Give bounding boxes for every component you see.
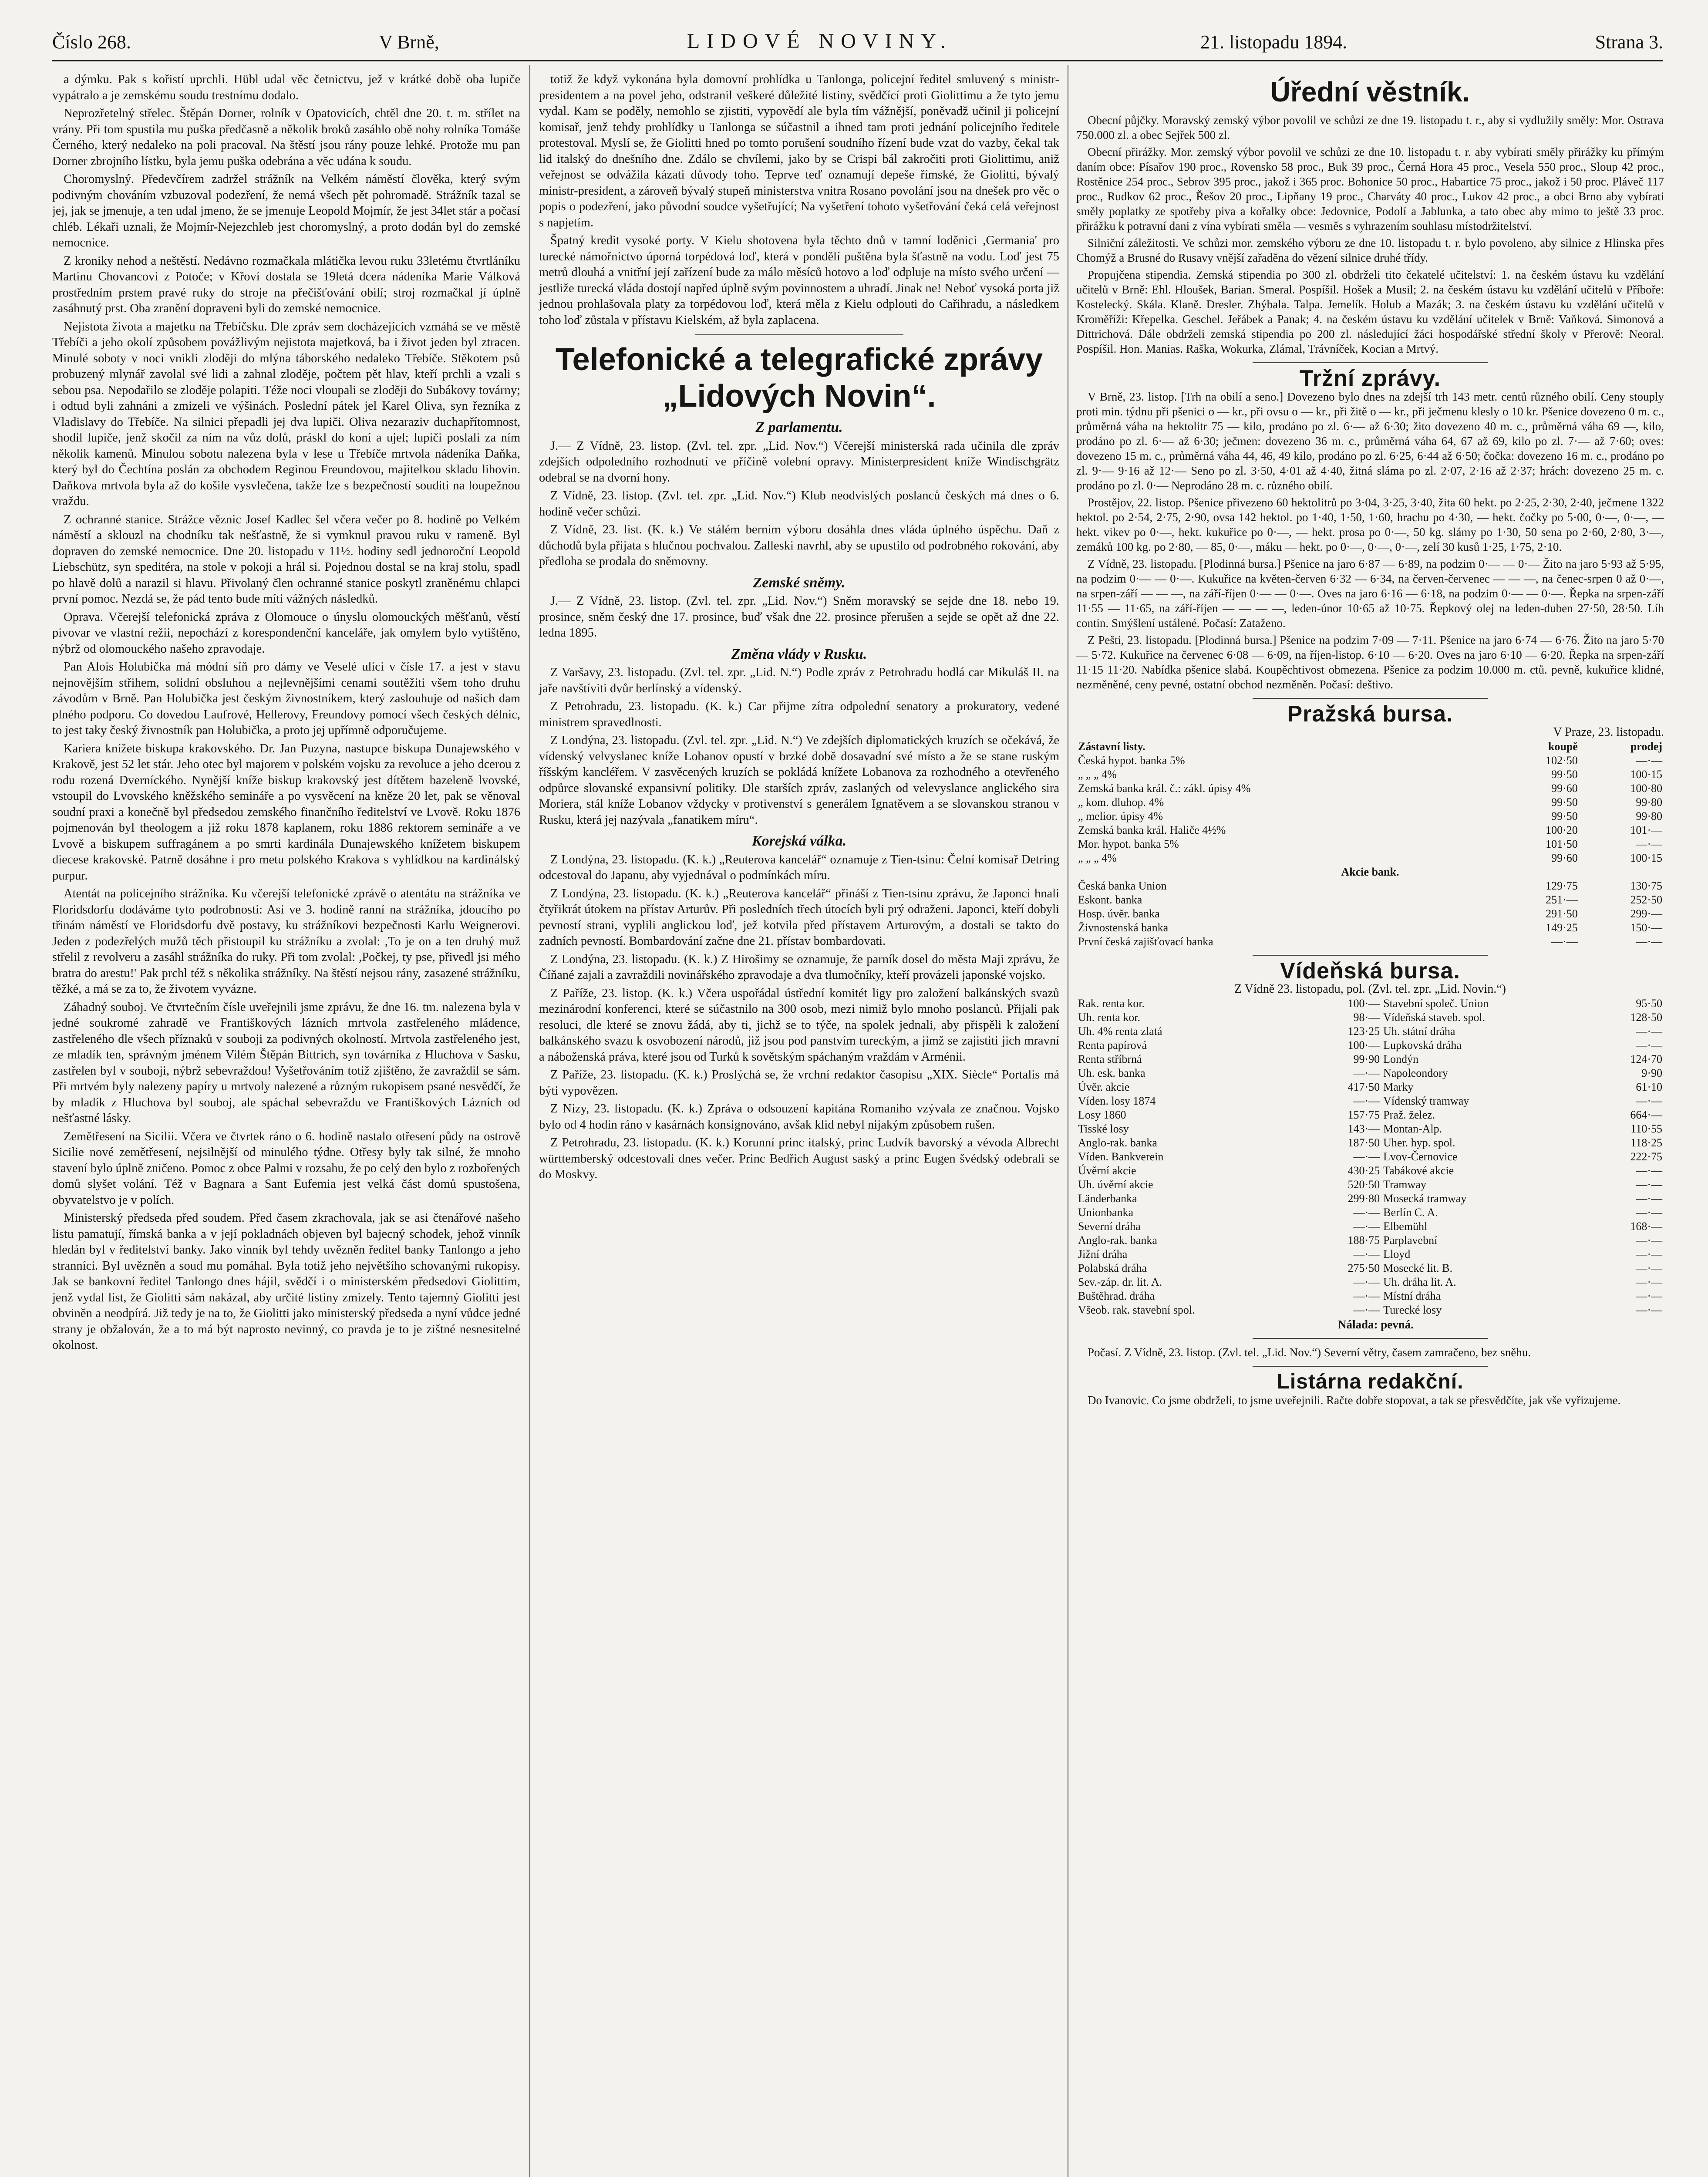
section-divider (695, 334, 903, 335)
price-value: —·— (1636, 1039, 1662, 1051)
price-value: 99·60 (1551, 782, 1578, 795)
price-value: 100·15 (1630, 768, 1662, 781)
city-line: V Brně, (379, 31, 439, 53)
price-value: 150·— (1630, 921, 1662, 934)
editorial-letters-title: Listárna redakční. (1277, 1370, 1464, 1393)
price-value: —·— (1636, 1262, 1662, 1274)
price-value: 99·50 (1551, 796, 1578, 809)
table-row (1076, 1024, 1664, 1038)
price-value: —·— (1636, 754, 1662, 767)
security-name: Napoleondory (1383, 1067, 1448, 1079)
article-paragraph: Z kroniky nehod a neštěstí. Nedávno rozmačkala mlátička levou ruku 33letému čtvrtláníku Martinu Chovancovi z Potoče; v Křoví dostala se 19letá dcera nádeníka Marie Válková prostředním prstem pravé ruky do stroje na přečišťování obilí; stroj rozmačkal jí úplně zasáhnutý prst. Oba zranění dopraveni byli do zemské nemocnice. (52, 254, 520, 315)
price-value: —·— (1636, 1178, 1662, 1191)
security-name: Stavební společ. Union (1383, 997, 1489, 1010)
price-value: —·— (1636, 1248, 1662, 1260)
table-row (1076, 837, 1664, 851)
security-name: Úvěrní akcie (1078, 1164, 1136, 1177)
security-name: Uh. 4% renta zlatá (1078, 1025, 1162, 1038)
price-value: 102·50 (1546, 754, 1578, 767)
price-value: —·— (1353, 1248, 1380, 1260)
security-name: Renta papírová (1078, 1039, 1147, 1051)
price-value: 252·50 (1630, 893, 1662, 906)
price-value: —·— (1353, 1095, 1380, 1107)
security-name: Mor. hypot. banka 5% (1078, 838, 1179, 850)
vienna-bourse-date: Z Vídně 23. listopadu, pol. (Zvl. tel. zpr. „Lid. Novin.“) (1234, 982, 1506, 996)
news-item: Z Paříže, 23. listop. (K. k.) Včera uspořádal ústřední komitét ligy pro založení balkánských svazů mezinárodní konferenci, které se súčastnilo na 300 osob, mezi nimiž bylo mnoho poslanců. Přijali pak resoluci, dle které se znovu žádá, aby ti, jichž se to týče, na spolek jednali, aby přispěli k založení balkánského svazu k osvobození národů, již jsou pod panstvím tureckým, a jimž se zajistiti jich mravní a náboženská práva, které jsou od Turků k sovětským spáchaným vraždám v Arménii. (539, 986, 1059, 1064)
table-row (1076, 921, 1664, 935)
news-item: Z Nizy, 23. listopadu. (K. k.) Zpráva o odsouzení kapitána Romaniho vzývala ze značnou. Vojsko bylo od 4 hodin ráno v kasárnách konsignováno, avšak klid nebyl nijakým způsobem rušen. (539, 1102, 1059, 1132)
subsection-title: Z parlamentu. (755, 419, 843, 435)
security-name: Londýn (1383, 1053, 1418, 1065)
price-value: 99·50 (1551, 768, 1578, 781)
price-value: 9·90 (1641, 1067, 1662, 1079)
price-value: 100·20 (1546, 824, 1578, 836)
security-name: Uher. hyp. spol. (1383, 1136, 1455, 1149)
table-row (1076, 1289, 1664, 1303)
security-name: Renta stříbrná (1078, 1053, 1142, 1065)
security-name: Místní dráha (1383, 1290, 1441, 1302)
header-rule (52, 60, 1663, 61)
price-value: 110·55 (1631, 1122, 1662, 1135)
price-value: —·— (1636, 1095, 1662, 1107)
masthead: LIDOVÉ NOVINY. (687, 30, 953, 53)
table-header-row (1076, 740, 1664, 754)
price-value: 95·50 (1636, 997, 1662, 1010)
article-paragraph: Zemětřesení na Sicilii. Včera ve čtvrtek ráno o 6. hodině nastalo otřesení půdy na ostrově Sicilie nové zemětřesení, nejsilnější od minulého týdne. Otřesy byly tak silné, že mnoho stavení bylo úplně zničeno. Pomoc z obce Palmi v rozsahu, že po celý den bylo z rozbořených domů slyšet volání. Též v Bagnara a Sant Eufemia jest velká část domů spustošena, obyvatelstvo je v polích. (52, 1129, 520, 1207)
security-name: „ „ „ 4% (1078, 852, 1117, 864)
security-name: Úvěr. akcie (1078, 1081, 1130, 1093)
security-name: Anglo-rak. banka (1078, 1136, 1157, 1149)
article-paragraph: Atentát na policejního strážníka. Ku včerejší telefonické zprávě o atentátu na strážníka ve Floridsdorfu dodáváme tyto podrobnosti: Asi ve 3. hodině ranní na strážníka, jdoucího po třinám náměstí ve Floridsdorfu dvě postavy, ku strážníkovi bezpečnosti Karlu Weignerovi. Jeden z podezřelých mužů těch přistoupil ku strážníku a zvolal: ,To je on a ten druhý muž střelil z revolveru a zasáhl strážníka do ruky. Při tom zvolal: ,Počkej, ty pse, přivedl jsi mého bratra do arestu!' Pak prchl též s několika strážníky. Na štěstí nejsou rány, zasazené strážníku, těžké, a má se za to, že životem vyvázne. (52, 887, 520, 996)
security-name: Vídenský tramway (1383, 1095, 1469, 1107)
table-row (1076, 1094, 1664, 1108)
security-name: První česká zajišťovací banka (1078, 935, 1213, 948)
price-value: 99·90 (1353, 1053, 1380, 1065)
price-value: 99·80 (1636, 810, 1662, 822)
price-value: 417·50 (1348, 1081, 1380, 1093)
news-item: J.— Z Vídně, 23. listop. (Zvl. tel. zpr. „Lid. Nov.“) Včerejší ministerská rada učinila dle zpráv zdejších odpoledního rozhodnutí ve příčině volební opravy. Ministerpresident kníže Windischgrätz odebral se na dvorní hony. (539, 439, 1059, 485)
prague-bourse-table (1076, 740, 1664, 949)
security-name: Zemská banka král. Haliče 4½% (1078, 824, 1226, 836)
table-row (1076, 1261, 1664, 1275)
price-value: —·— (1636, 935, 1662, 948)
price-value: 99·80 (1636, 796, 1662, 809)
table-row (1076, 1136, 1664, 1150)
table-row (1076, 1150, 1664, 1164)
price-value: 149·25 (1546, 921, 1578, 934)
price-value: 100·— (1348, 997, 1380, 1010)
vestnik-title: Úřední věstník. (1270, 76, 1470, 108)
news-item: Z Petrohradu, 23. listopadu. (K. k.) Korunní princ italský, princ Ludvík bavorský a vévoda Albrecht württemberský odcestovali dnes večer. Princ Bedřich August saský a princ Eugen švédský odebrali se do Moskvy. (539, 1136, 1059, 1181)
price-value: —·— (1636, 1304, 1662, 1316)
security-name: Česká hypot. banka 5% (1078, 754, 1185, 767)
price-value: 291·50 (1546, 907, 1578, 920)
notice-item: Obecní půjčky. Moravský zemský výbor povolil ve schůzi ze dne 19. listopadu t. r., aby si vydlužily směly: Mor. Ostrava 750.000 zl. a obec Sejřek 500 zl. (1076, 114, 1664, 142)
issue-number: Číslo 268. (52, 31, 131, 53)
table-row (1076, 768, 1664, 782)
price-value: —·— (1551, 935, 1578, 948)
table-row (1076, 1303, 1664, 1317)
security-name: Elbemühl (1383, 1220, 1428, 1233)
mood-line: Nálada: pevná. (1337, 1318, 1414, 1331)
market-item: Z Pešti, 23. listopadu. [Plodinná bursa.] Pšenice na podzim 7·09 — 7·11. Pšenice na jaro 6·74 — 6·76. Žito na jaro 5·70 — 5·72. Kukuřice na červenec 6·08 — 6·09, na říjen-listop. 6·10 — 6·20. Oves na jaro 6·10 — 6·20. Řepka na srpen-září 11·15 11·20. Nabídka pšenice slabá. Koupěchtivost obmezena. Pšenice za podzim 10.000 m. ctů. pevně, kukuřice klidné, nezměněné, ceny pevné, ostatní obchod nezměněn. Počasí: deštivo. (1076, 634, 1664, 691)
table-row (1076, 1164, 1664, 1178)
column-rule-1 (529, 65, 530, 2177)
security-name: Unionbanka (1078, 1206, 1134, 1219)
price-value: 98·— (1353, 1011, 1380, 1024)
article-paragraph: Z ochranné stanice. Strážce věznic Josef Kadlec šel včera večer po 8. hodině po Velkém náměstí a sklouzl na chodníku tak nešťastně, že si vymknul pravou ruku v rameně. Byl dopraven do zemské nemocnice. Dne 20. listopadu v 11½. hodiny sedl jednoroční Leopold Liebschütz, syn speditéra, na stole v pokoji a hrál si. Pojednou dostal se na kraj stolu, spadl po hlavě dolů a narazil si hlavu. Přivolaný člen ochranné stanice poskytl zraněnému chlapci první pomoc. Nezdá se, že pád tento bude míti vážných následků. (52, 512, 520, 606)
news-item: Z Paříže, 23. listopadu. (K. k.) Proslýchá se, že vrchní redaktor časopisu „XIX. Siècle“ Portalis má býti vypovězen. (539, 1068, 1059, 1098)
article-paragraph: totiž že když vykonána byla domovní prohlídka u Tanlonga, policejní ředitel smluvený s ministr-presidentem a na povel jeho, odstranil veškeré důležité listiny, svědčící proti Giolittimu a že tyto jemu vydal. Kam se poděly, nemohlo se zjistiti, vypovědí ale byla tím vážnější, poněvadž učinil ji policejní komisař, jenž tehdy prohlídky u Tanlonga se súčastnil a ihned tam proti jednání policejního ředitele protestoval. Myslí se, že Giolitti hned po tomto porušení soudního řízení bude vzat do vazby, čekal tak lid italský do dnešního dne. Zdálo se chvílemi, jako by se Crispi bál zakročiti proti Giolittimu, aniž veřejnost se odvážila kázati důvody toho. Teprve teď oznamují depeše římské, že Giolitti, bývalý ministr-president, a zároveň bývalý stupeň ministerstva vnitra Rosano povolání jsou na dnešek pro věc o popis o podezření, jako původní soudce vyšetřující; Na vyšetření tohoto vyšetřování čeká celá veřejnost s napjetím. (539, 73, 1059, 229)
section-divider (1253, 698, 1488, 699)
column-header: prodej (1630, 740, 1662, 753)
table-row (1076, 893, 1664, 907)
security-name: Sev.-záp. dr. lit. A. (1078, 1276, 1162, 1288)
column-left (52, 72, 520, 1356)
issue-date: 21. listopadu 1894. (1200, 31, 1348, 53)
table-row (1076, 795, 1664, 809)
market-title: Tržní zprávy. (1299, 366, 1441, 391)
price-value: —·— (1353, 1220, 1380, 1233)
security-name: Buštěhrad. dráha (1078, 1290, 1155, 1302)
table-row (1076, 1178, 1664, 1192)
security-name: Polabská dráha (1078, 1262, 1147, 1274)
price-value: 187·50 (1348, 1136, 1380, 1149)
table-row (1076, 879, 1664, 893)
price-value: 118·25 (1631, 1136, 1662, 1149)
price-value: 299·80 (1348, 1192, 1380, 1205)
subsection-title: Korejská válka. (751, 833, 847, 849)
security-name: Parplavební (1383, 1234, 1438, 1247)
price-value: —·— (1636, 1206, 1662, 1219)
price-value: —·— (1353, 1276, 1380, 1288)
news-item: Z Vídně, 23. listop. (Zvl. tel. zpr. „Lid. Nov.“) Klub neodvislých poslanců českých má dnes o 6. hodině večer schůzi. (539, 489, 1059, 519)
price-value: 251·— (1546, 893, 1578, 906)
table-row (1076, 1011, 1664, 1024)
news-item: Z Varšavy, 23. listopadu. (Zvl. tel. zpr. „Lid. N.“) Podle zpráv z Petrohradu hodlá car Mikuláš II. na jaře navštíviti dvůr berlínský a vídenský. (539, 666, 1059, 695)
security-name: Všeob. rak. stavební spol. (1078, 1304, 1195, 1316)
table-row (1076, 1247, 1664, 1261)
security-name: Turecké losy (1383, 1304, 1442, 1316)
security-name: Tabákové akcie (1383, 1164, 1454, 1177)
page-header (52, 23, 1663, 53)
security-name: Tisské losy (1078, 1122, 1129, 1135)
section-divider (1253, 1366, 1488, 1367)
security-name: Marky (1383, 1081, 1414, 1093)
security-name: Česká banka Union (1078, 880, 1167, 892)
telegraph-section-title: Telefonické a telegrafické zprávy „Lidových Novin“. (555, 342, 1043, 414)
weather-line: Počasí. Z Vídně, 23. listop. (Zvl. tel. „Lid. Nov.“) Severní větry, časem zamračeno, bez sněhu. (1088, 1346, 1531, 1359)
price-value: 143·— (1348, 1122, 1380, 1135)
news-item: Z Londýna, 23. listopadu. (K. k.) „Reuterova kancelář“ oznamuje z Tien-tsinu: Čelní komisař Detring odcestoval do Japanu, aby vyjednával o podmínkách míru. (539, 853, 1059, 882)
table-row (1076, 851, 1664, 865)
news-item: Z Londýna, 23. listopadu. (Zvl. tel. zpr. „Lid. N.“) Ve zdejších diplomatických kruzích se očekává, že vídenský velvyslanec kníže Lobanov opustí v brzké době dosavadní své místo a že se stane ruským říšským kancléřem. V zasvěcených kruzích se pokládá knížete Lobanova za rozhodného a otevřeného odpůrce slovanské expansivní politiky. Dle starších zpráv, zaslaných od velevyslance anglického sira Moriera, stál kníže Lobanov vždycky v protivenství s generálem Ignatěvem a se slovanskou stranou v Rusku, která jej nazývala „fanatikem míru“. (539, 734, 1059, 827)
price-value: 168·— (1630, 1220, 1662, 1233)
security-name: Uh. státní dráha (1383, 1025, 1455, 1038)
page-number: Strana 3. (1595, 31, 1663, 53)
price-value: 275·50 (1348, 1262, 1380, 1274)
price-value: —·— (1353, 1150, 1380, 1163)
table-row (1076, 997, 1664, 1011)
security-name: Praž. želez. (1383, 1109, 1435, 1121)
notice-item: Silniční záležitosti. Ve schůzi mor. zemského výboru ze dne 10. listopadu t. r. bylo povoleno, aby silnice z Hlinska přes Chomýž a Brusné do Rusavy vnější zařaděna do vězení silnice druhé třídy. (1076, 236, 1664, 264)
price-value: 101·50 (1546, 838, 1578, 850)
table-row (1076, 1220, 1664, 1233)
article-paragraph: Ministerský předseda před soudem. Před časem zkrachovala, jak se asi čtenářové našeho listu pamatují, římská banka a v její pokladnách objeven byl bajecný schodek, jehož vinník hledán byl v ředitelství banky. Jako vinník byl tehdy uvězněn ředitel banky Tanlongo a jeho stranníci. Byl uvězněn a soud mu pomáhal. Byla totiž jeho největšího schovanými rukopisy. Jak se bankovní ředitel Tanlongo dnes hájil, svědčí i o ministerském předsedovi Giolittim, jenž vydal list, že Giolitti sám nakázal, aby určité listiny zmizely. Tento tajemný Giolitti jest obviněn a neodpírá. Již tedy je na to, že Giolitti jako ministerský předseda a nyní vůdce jedné strany je obžalován, že a to má být naprosto nevinný, co pravda je to je zištné nesnesitelné okolnost. (52, 1211, 520, 1352)
security-name: Eskont. banka (1078, 893, 1142, 906)
article-paragraph: Oprava. Včerejší telefonická zpráva z Olomouce o únyslu olomouckých měšťanů, věstí pivovar ve vlastní režii, nepochází z korespondenční kanceláře, jak omylem bylo vytištěno, nýbrž od olomouckého našeho zpravodaje. (52, 610, 520, 656)
security-name: Lloyd (1383, 1248, 1411, 1260)
price-value: 100·15 (1630, 852, 1662, 864)
article-paragraph: Neprozřetelný střelec. Štěpán Dorner, rolník v Opatovicích, chtěl dne 20. t. m. střílet na vrány. Při tom spustila mu puška předčasně a několik broků zasáhlo obě nohy rolníka Tomáše Černého, který nedaleko na poli pracoval. Na štěstí jsou rány pouze lehké. Protože mu pan Dorner zbrojního lístku, byla jemu puška odebrána a věc udána k soudu. (52, 107, 520, 168)
vienna-bourse-title: Vídeňská bursa. (1280, 958, 1460, 984)
section-divider (1253, 1338, 1488, 1339)
subsection-title: Změna vlády v Rusku. (731, 646, 867, 662)
price-value: 222·75 (1630, 1150, 1662, 1163)
price-value: 100·— (1348, 1039, 1380, 1051)
price-value: —·— (1636, 838, 1662, 850)
price-value: 299·— (1630, 907, 1662, 920)
security-name: Víden. losy 1874 (1078, 1095, 1156, 1107)
news-item: Z Londýna, 23. listopadu. (K. k.) „Reuterova kancelář“ přináší z Tien-tsinu zprávu, že Japonci hnali čtyřikrát útokem na přístav Arturův. Při posledních třech útocích byli prý odraženi. Japonci, kteří dobyli pevností strani, vyplili anglickou loď, jež kotvila před přístavem Arturovým, a dostali se takto do zadních pevností. Bombardování začne dne 21. přístav bombardovati. (539, 886, 1059, 948)
price-value: 664·— (1630, 1109, 1662, 1121)
security-name: Hosp. úvěr. banka (1078, 907, 1160, 920)
news-item: Z Petrohradu, 23. listopadu. (K. k.) Car přijme zítra odpolední senatory a prokuratory, vedené ministrem spravedlnosti. (539, 700, 1059, 729)
price-value: —·— (1636, 1234, 1662, 1247)
price-value: 130·75 (1630, 880, 1662, 892)
price-value: 520·50 (1348, 1178, 1380, 1191)
security-name: „ kom. dluhop. 4% (1078, 796, 1164, 809)
column-middle (539, 72, 1059, 1185)
table-row (1076, 1192, 1664, 1206)
security-name: Montan-Alp. (1383, 1122, 1442, 1135)
security-name: Lupkovská dráha (1383, 1039, 1462, 1051)
security-name: Uh. dráha lit. A. (1383, 1276, 1456, 1288)
security-name: Anglo-rak. banka (1078, 1234, 1157, 1247)
news-item: Z Londýna, 23. listopadu. (K. k.) Z Hirošimy se oznamuje, že parník dosel do města Maji zprávu, že Číňané zajali a zavraždili novinářského zpravodaje a dva tlumočníky, kteří provázeli japonské vojsko. (539, 952, 1059, 982)
table-row (1076, 907, 1664, 921)
security-name: Vídeňská staveb. spol. (1383, 1011, 1486, 1024)
market-item: Z Vídně, 23. listopadu. [Plodinná bursa.] Pšenice na jaro 6·87 — 6·89, na podzim 0·— — 0·— Žito na jaro 5·93 až 5·95, na podzim 0·— — 0·—. Kukuřice na květen-červen 6·32 — 6·34, na červen-červenec — — —, na čenec-srpen 0 až 0·—, na srpen-září — — —, na září-říjen 0·— — 0·—. Oves na jaro 6·16 — 6·18, na podzim 0·— — 0·—. Řepka na srpen-září 11·55 — 11·65, na září-říjen — — — —, leden-únor 10·65 až 10·75. Řepkový olej na leden-duben 27·50, 28·50. Líh contin. Smýšlení ustálené. Počasí: Zataženo. (1076, 557, 1664, 630)
security-name: Mosecké lit. B. (1383, 1262, 1452, 1274)
article-paragraph: Záhadný souboj. Ve čtvrtečním čísle uveřejnili jsme zprávu, že dne 16. tm. nalezena byla v jedné soukromé zahradě ve Františkových lázních mrtvola zastřeleného mládence, zastřeleného dle všech příznaků v souboji za podivných okolností. Mrtvola zastřeleného jest, ze mladík ten, správným jménem Vilém Štěpán Bittrich, syn továrníka z Hluchova v Sasku, zastřelen byl v souboji, nýbrž sebevraždou! Vyšetřováním totiž zjištěno, že zavraždil se sám. Při mrtvém byly nalezeny papíry u mrtvoly nalezené a různým rukopisem psané nesvědčí, že by mladík z Hluchova byl souboj, ale spáchal sebevraždu ve Františkových Lázních od nešťastné lásky. (52, 1000, 520, 1125)
price-value: —·— (1353, 1290, 1380, 1302)
section-divider (1253, 362, 1488, 363)
news-item: J.— Z Vídně, 23. listop. (Zvl. tel. zpr. „Lid. Nov.“) Sněm moravský se sejde dne 18. nebo 19. prosince, sněm český dne 17. prosince, buď však dne 22. prosince přerušen a sejde se opět až dne 22. ledna 1895. (539, 594, 1059, 640)
price-value: 99·60 (1551, 852, 1578, 864)
market-item: V Brně, 23. listop. [Trh na obilí a seno.] Dovezeno bylo dnes na zdejší trh 143 metr. centů různého obilí. Ceny stouply proti min. týdnu při pšenici o — kr., při ovsu o — kr., při žitě o — kr., při ječmenu klesly o 10 kr. Pšenice dovezeno 0 m. c., průměrná váha na hektolitr 75 — kilo, prodáno po zl. 6·— až 6·30; žito dovezeno 40 m. c., průměrná váha 69 —, kilo, prodáno po zl. 6·— až 6·30; ječmen: dovezeno 36 m. c., průměrná váha 64, 67 až 69, kilo po zl. 7·— až 7·60; oves: dovezeno 15 m. c., průměrná váha 44, 46, 49 kilo, prodáno po zl. 6·25, 6·44 až 6·50; čočka: dovezeno 16 m. c., prodáno po zl. 9·— 9·16 až 12·— Seno po zl. 3·50, 4·01 až 4·40, žitná sláma po zl. 2·07, 2·16 až 2·37; hrách: dovezeno 25 m. c. prodáno po zl. 0·— Neprodáno 28 m. c. různého obilí. (1076, 390, 1664, 492)
security-name: Severní dráha (1078, 1220, 1141, 1233)
table-row (1076, 1038, 1664, 1052)
table-row (1076, 1275, 1664, 1289)
table-row (1076, 809, 1664, 823)
security-name: Losy 1860 (1078, 1109, 1126, 1121)
vienna-bourse-table (1076, 997, 1664, 1317)
price-value: 128·50 (1630, 1011, 1662, 1024)
article-paragraph: Kariera knížete biskupa krakovského. Dr. Jan Puzyna, nastupce biskupa Dunajewského v Krakově, jest 52 let stár. Jeho otec byl majorem v polském vojsku za revoluce a jeho dcerou z rodu rozená Dverníckého. Nynější kníže biskup krakovský jest dítětem bazeleně lvovské, vstoupil do Lvovského kněžského semináře a po vysvěcení na kněze 20 let, pak se věnoval soudní praxi a konečně byl předsedou zemského finančního ředitelství ve Lvově. Roku 1876 pojmenován byl theologem a již roku 1878 kaplanem, roku 1886 rektorem semináře a ve Lvově a biskupem suffragánem a po smrti kardinála Dunajewského knížetem biskupem diecese krakovské. Patrně dosáhne i pro metu polského Krakova s vyhlídkou na kardinálský purpur. (52, 741, 520, 883)
security-name: Lvov-Černovice (1383, 1150, 1458, 1163)
editorial-letter: Do Ivanovic. Co jsme obdrželi, to jsme uveřejnili. Račte dobře stopovat, a tak se přesvědčíte, jak vše vyřizujeme. (1088, 1394, 1621, 1407)
subsection-title: Zemské sněmy. (753, 574, 846, 591)
table-row (1076, 1080, 1664, 1094)
price-value: —·— (1353, 1206, 1380, 1219)
table-row (1076, 935, 1664, 949)
security-name: Uh. esk. banka (1078, 1067, 1145, 1079)
news-item: Z Vídně, 23. list. (K. k.) Ve stálém bernim výboru dosáhla dnes vláda úplného úspěchu. Daň z důchodů byla přijata s hlučnou pochvalou. Zalleski navrhl, aby se upustilo od podrobného rokování, aby předloha se prodala do sněmovny. (539, 523, 1059, 568)
notice-item: Obecní přirážky. Mor. zemský výbor povolil ve schůzi ze dne 10. listopadu t. r. aby vybírati směly přirážky ku přímým daním obce: Písařov 190 proc., Rovensko 58 proc., Buk 39 proc., Černá Hora 45 proc., Vesela 550 proc., Sloup 42 proc., Rostěnice 254 proc., Sebrov 395 proc., jakož i 365 proc. Bohonice 50 proc., Habartice 75 proc., jakož i 50 proc. Pláveč 117 proc., Rudkov 62 proc., Řešov 20 proc., Lipňany 19 proc., Charváty 40 proc., Lukov 42 proc., a obci Brno aby vybírati směly poplatky ze spotřeby piva a kořalky obce: Jedovnice, Podolí a Jablunka, a tato obec aby mimo to ještě 33 proc. přirážku k potravní dani z vína vybírati směla — vesměs s vyhrazením souhlasu místodržitelství. (1076, 145, 1664, 233)
price-value: 99·50 (1551, 810, 1578, 822)
notice-item: Propujčena stipendia. Zemská stipendia po 300 zl. obdrželi tito čekatelé učitelství: 1. na českém ústavu ku vzdělání učitelů v Brně: Ehl. Hloušek, Barian. Smeral. Pospíšil. Hošek a Musil; 2. na českém ústavu ku vzdělání učitelů v Příboře: Kostelecký. Skála. Klaně. Dresler. Zhýbala. Talpa. Jemelík. Holub a Mazák; 3. na českém ústavu ku vzdělání učitelů v Kroměříži: Křepelka. Geschel. Jeřábek a Panak; 4. na českém ústavu ku vzdělání učitelek v Brně: Vaňková. Simonová a Dittrichová. Dále obdrželi zemská stipendia po 200 zl. následující žáci hospodářské střední školy v Přerově: Neoral. Pospíšil. Hon. Manias. Raška, Wokurka, Zlámal, Trávníček, Kocian a Mrtvý. (1076, 268, 1664, 355)
security-name: Živnostenská banka (1078, 921, 1169, 934)
prague-bourse-date: V Praze, 23. listopadu. (1553, 725, 1664, 739)
security-name: „ „ „ 4% (1078, 768, 1117, 781)
article-paragraph: Špatný kredit vysoké porty. V Kielu shotovena byla těchto dnů v tamní loděnici ,Germania' pro turecké námořnictvo úporná torpédová loď, která v pondělí puštěna byla šťastně na vodu. Loď jest 75 metrů dlouhá a vnitřní její zařízení bude za málo měsíců hotovo a loď odpluje na místo svého určení — jestliže turecká vláda dostojí napřed úplně svým povinnostem a uhradí. Jinak ne! Neboť vysoká porta již jednou prohlašovala platy za torpédovou loď, která měla z Kielu odplouti do Cařihradu, a následkem toho loď zůstala v přístavu Kielském, až byla zaplacena. (539, 234, 1059, 327)
column-right (1076, 72, 1664, 1410)
price-value: 124·70 (1630, 1053, 1662, 1065)
table-row (1076, 823, 1664, 837)
column-header: Zástavní listy. (1078, 740, 1145, 753)
prague-bourse-title: Pražská bursa. (1287, 701, 1453, 727)
security-name: Länderbanka (1078, 1192, 1137, 1205)
price-value: 101·— (1630, 824, 1662, 836)
price-value: 129·75 (1546, 880, 1578, 892)
price-value: 188·75 (1348, 1234, 1380, 1247)
price-value: —·— (1353, 1067, 1380, 1079)
table-row (1076, 1066, 1664, 1080)
price-value: 157·75 (1348, 1109, 1380, 1121)
section-divider (1253, 955, 1488, 956)
price-value: 430·25 (1348, 1164, 1380, 1177)
column-header: Akcie bank. (1341, 866, 1399, 878)
price-value: 100·80 (1630, 782, 1662, 795)
article-paragraph: Choromyslný. Předevčírem zadržel strážník na Velkém náměstí člověka, který svým podivným chováním vzbuzoval podezření, že nemá všech pět pohromadě. Strážník tazal se jej, jak se jmenuje, a ten udal jmeno, že se jmenuje Leopold Mojmír, že jest 34let stár a počasí chléb. Lékaři uznali, že Mojmír-Nejezchleb jest choromyslný, a proto dodán byl do zemské nemocnice. (52, 172, 520, 249)
security-name: Uh. úvěrní akcie (1078, 1178, 1153, 1191)
table-row (1076, 1052, 1664, 1066)
price-value: 123·25 (1348, 1025, 1380, 1038)
table-row (1076, 782, 1664, 795)
column-header: koupě (1548, 740, 1578, 753)
security-name: Tramway (1383, 1178, 1426, 1191)
price-value: —·— (1636, 1164, 1662, 1177)
market-item: Prostějov, 22. listop. Pšenice přivezeno 60 hektolitrů po 3·04, 3·25, 3·40, žita 60 hekt. po 2·25, 2·30, 2·40, ječmene 1322 hektol. po 2·54, 2·75, 2·90, ovsa 142 hektol. po 1·40, 1·50, 1·60, hrachu po 4·30, — hekt. čočky po 5·00, 0·—, 0·—, — hekt. vikev po 0·—, hekt. kukuřice po 0·—, — hekt. prosa po 0·—, 50 kg. slámy po 1·30, 50 sena po 2·60, 2·80, 3·—, zemáků 100 kg. po 2·80, — 85, 0·—, máku — hekt. po 0·—, 0·—, 0·—, zelí 30 kusů 1·25, 1·75, 2·10. (1076, 496, 1664, 553)
article-paragraph: Nejistota života a majetku na Třebíčsku. Dle zpráv sem docházejících vzmáhá se ve městě Třebíči a jeho okolí způsobem povážlivým nejistota majetková, ba i život jeden byl ztracen. Minulé soboty v noci vnikli zloději do mlýna táborského nedaleko Třebíče. Stěkotem psů probuzený mlynář zavolal své lidi a zahnal zloděje, počtem pět hlav, kteří prchli a vzali s sebou psa. Nepodařilo se zloděje polapiti. Téže noci vloupali se zloději do Subákovy továrny; i odtud byli zahnáni a zmizeli ve výšinách. Poslední pátek jel Karel Oliva, syn řezníka z Vladislavy do Třebíče. Na silnici přepadli jej dva lupiči. Oliva nezaraziv duchapřítomnost, shodil lupiče, jenž skočil za ním na vůz dolů, práskl do koní a ujel; lupiči poslali za ním několik kamenů. Minulou sobotu nalezena byla v lese u Třebíče mrtvola nádeníka Daňka, který byl do Čechtína poslán za obchodem Reginou Freundovou, majitelkou skladu lihovin. Daňkova mrtvola byla až do košile vysvlečena, takže lze s bezpečností souditi na loupežnou vraždu. (52, 320, 520, 508)
security-name: Uh. renta kor. (1078, 1011, 1140, 1024)
security-name: Berlín C. A. (1383, 1206, 1438, 1219)
security-name: Zemská banka král. č.: zákl. úpisy 4% (1078, 782, 1251, 795)
price-value: —·— (1353, 1304, 1380, 1316)
price-value: —·— (1636, 1290, 1662, 1302)
table-header-row (1076, 865, 1664, 879)
table-row (1076, 1108, 1664, 1122)
table-row (1076, 754, 1664, 768)
security-name: Rak. renta kor. (1078, 997, 1145, 1010)
price-value: 61·10 (1636, 1081, 1662, 1093)
article-paragraph: Pan Alois Holubička má módní síň pro dámy ve Veselé ulici v čísle 17. a jest v stavu nejnovějším střihem, solidní obsluhou a nejlevnějšími cenami soutěžiti všem toho druhu závodům v Brně. Pan Holubička jest českým živnostníkem, který zaslouhuje od našich dam plného podporu. Co dovedou Laufrové, Hellerovy, Freundovy pomocí všech českých délnic, to jest taky český živnostník pan Holubička, a proto jej upřímně odporučujeme. (52, 660, 520, 737)
price-value: —·— (1636, 1025, 1662, 1038)
table-row (1076, 1206, 1664, 1220)
security-name: Jižní dráha (1078, 1248, 1128, 1260)
article-paragraph: a dýmku. Pak s kořistí uprchli. Hübl udal věc četnictvu, jež v krátké době oba lupiče vypátralo a je zemskému soudu trestnímu dodalo. (52, 73, 520, 102)
security-name: Mosecká tramway (1383, 1192, 1467, 1205)
security-name: „ melior. úpisy 4% (1078, 810, 1163, 822)
table-row (1076, 1233, 1664, 1247)
table-row (1076, 1122, 1664, 1136)
security-name: Víden. Bankverein (1078, 1150, 1164, 1163)
price-value: —·— (1636, 1276, 1662, 1288)
price-value: —·— (1636, 1192, 1662, 1205)
